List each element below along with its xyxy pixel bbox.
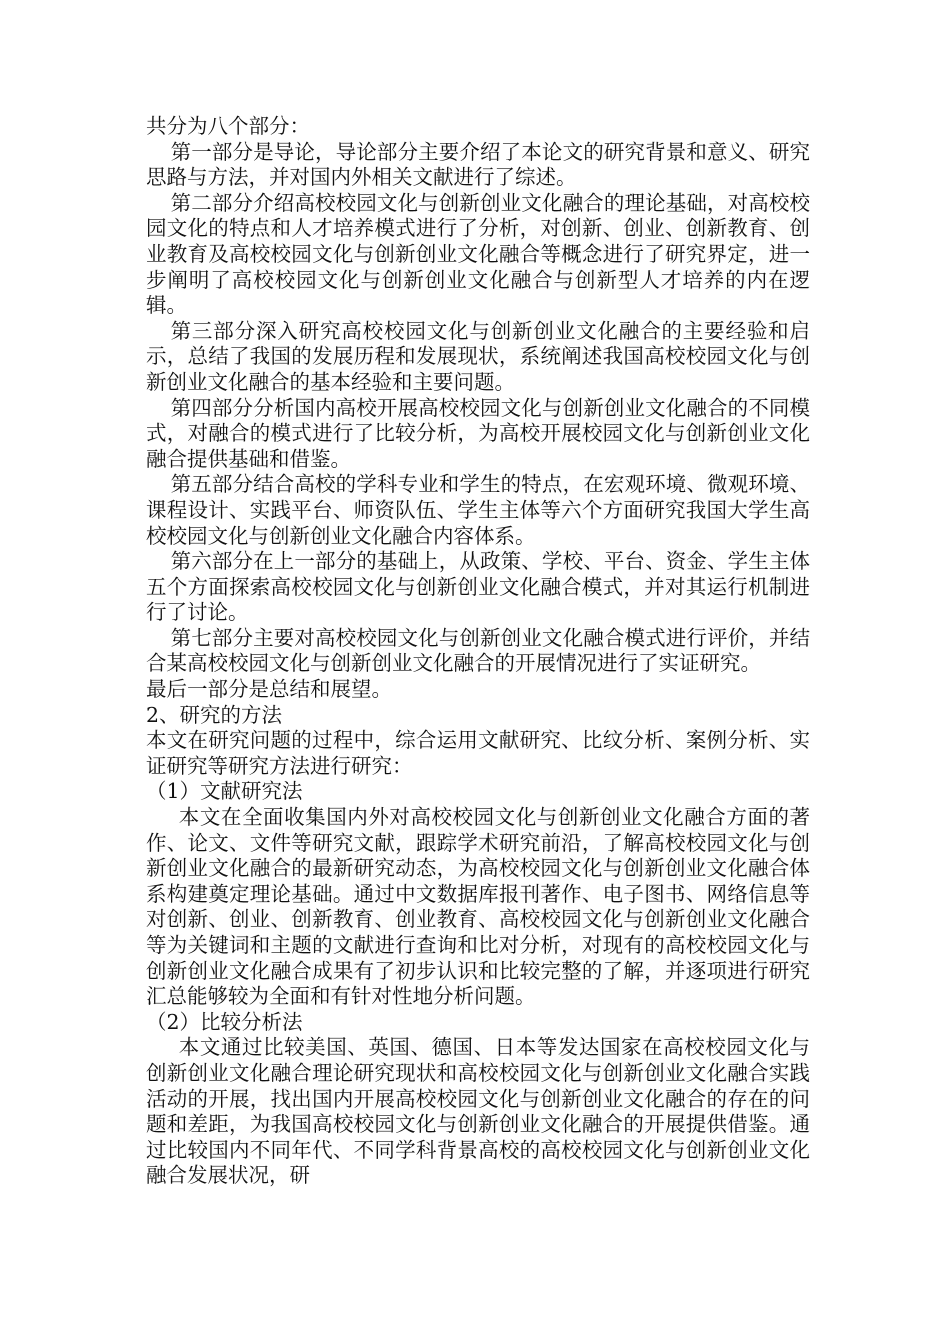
part-3-paragraph: 第三部分深入研究高校校园文化与创新创业文化融合的主要经验和启示，总结了我国的发展历程和发展现状，系统阐述我国高校校园文化与创新创业文化融合的基本经验和主要问题。 [146, 318, 810, 394]
last-part-line: 最后一部分是总结和展望。 [146, 677, 392, 702]
part-7-paragraph: 第七部分主要对高校校园文化与创新创业文化融合模式进行评价，并结合某高校校园文化与创新创业文化融合的开展情况进行了实证研究。 [146, 625, 810, 676]
document-page [146, 114, 810, 1189]
part-4-paragraph: 第四部分分析国内高校开展高校校园文化与创新创业文化融合的不同模式，对融合的模式进行了比较分析，为高校开展校园文化与创新创业文化融合提供基础和借鉴。 [146, 395, 810, 471]
method-1-body: 本文在全面收集国内外对高校校园文化与创新创业文化融合方面的著作、论文、文件等研究文献，跟踪学术研究前沿，了解高校校园文化与创新创业文化融合的最新研究动态，为高校校园文化与创新创业文化融合体系构建奠定理论基础。通过中文数据库报刊著作、电子图书、网络信息等对创新、创业、创新教育、创业教育、高校校园文化与创新创业文化融合等为关键词和主题的文献进行查询和比对分析，对现有的高校校园文化与创新创业文化融合成果有了初步认识和比较完整的了解，并逐项进行研究汇总能够较为全面和有针对性地分析问题。 [146, 805, 810, 1009]
method-2-body: 本文通过比较美国、英国、德国、日本等发达国家在高校校园文化与创新创业文化融合理论研究现状和高校校园文化与创新创业文化融合实践活动的开展，找出国内开展高校校园文化与创新创业文化融合的存在的问题和差距，为我国高校校园文化与创新创业文化融合的开展提供借鉴。通过比较国内不同年代、不同学科背景高校的高校校园文化与创新创业文化融合发展状况，研 [146, 1035, 810, 1188]
methods-intro-paragraph: 本文在研究问题的过程中，综合运用文献研究、比纹分析、案例分析、实证研究等研究方法进行研究： [146, 728, 810, 778]
part-5-paragraph: 第五部分结合高校的学科专业和学生的特点，在宏观环境、微观环境、课程设计、实践平台、师资队伍、学生主体等六个方面研究我国大学生高校校园文化与创新创业文化融合内容体系。 [146, 472, 810, 548]
part-1-paragraph: 第一部分是导论，导论部分主要介绍了本论文的研究背景和意义、研究思路与方法，并对国内外相关文献进行了综述。 [146, 139, 810, 190]
section-heading: 2、研究的方法 [146, 702, 283, 727]
part-2-paragraph: 第二部分介绍高校校园文化与创新创业文化融合的理论基础，对高校校园文化的特点和人才培养模式进行了分析，对创新、创业、创新教育、创业教育及高校校园文化与创新创业文化融合等概念进行了研究界定，进一步阐明了高校校园文化与创新创业文化融合与创新型人才培养的内在逻辑。 [146, 190, 810, 318]
part-6-paragraph: 第六部分在上一部分的基础上，从政策、学校、平台、资金、学生主体五个方面探索高校校园文化与创新创业文化融合模式，并对其运行机制进行了讨论。 [146, 549, 810, 625]
method-2-title: （2）比较分析法 [146, 1009, 303, 1034]
intro-line: 共分为八个部分： [146, 114, 310, 138]
method-1-title: （1）文献研究法 [146, 779, 303, 804]
